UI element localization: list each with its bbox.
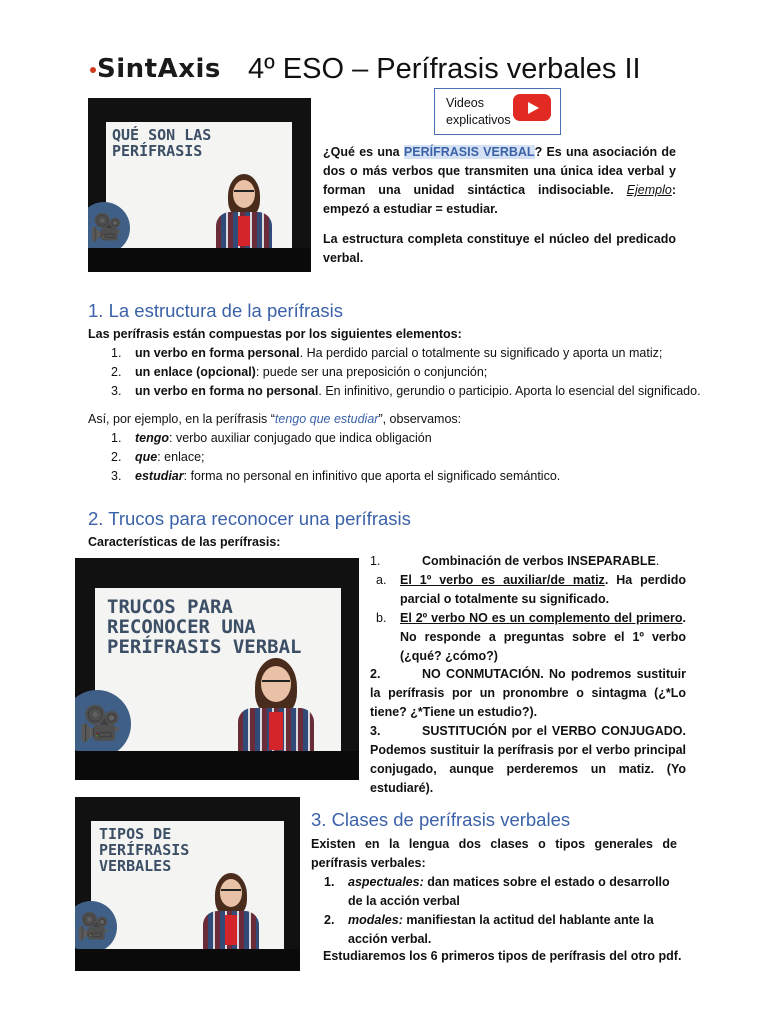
video-camera-icon: 🎥 [79, 704, 122, 744]
video-button-line1: Videos [446, 96, 484, 110]
section2-lead: Características de las perífrasis: [88, 535, 281, 549]
list-item: 1. un verbo en forma personal. Ha perdido parcial o totalmente su significado y aporta un matiz; [111, 346, 663, 360]
logo-dot [90, 67, 96, 73]
example-term: tengo que estudiar [274, 412, 379, 426]
section2-point1a: a. El 1º verbo es auxiliar/de matiz. Ha perdido parcial o totalmente su significado. [376, 573, 686, 606]
thumb-title: QUÉ SON LAS PERÍFRASIS [112, 126, 212, 160]
videos-explicativos-button[interactable] [434, 88, 561, 135]
list-item: 2. modales: manifiestan la actitud del hablante ante la acción verbal. [324, 913, 654, 946]
video-camera-icon: 🎥 [77, 912, 110, 942]
thumb-title: TIPOS DE PERÍFRASIS VERBALES [99, 825, 190, 875]
section1-example-list [111, 429, 711, 486]
intro-structure: La estructura completa constituye el núcleo del predicado verbal. [323, 232, 676, 265]
thumb-title: TRUCOS PARA RECONOCER UNA PERÍFRASIS VERBAL [107, 596, 302, 658]
section3-lead: Existen en la lengua dos clases o tipos generales de perífrasis verbales: [311, 837, 677, 870]
intro-definition: ¿Qué es una PERÍFRASIS VERBAL? Es una asociación de dos o más verbos que transmiten una única idea verbal y forman una unidad sintáctica indisociable. Ejemplo: empezó a estudiar = estudiar. [323, 145, 676, 216]
video-button-line2: explicativos [446, 113, 511, 127]
list-item: 3. un verbo en forma no personal. En infinitivo, gerundio o participio. Aporta lo esencial del significado. [111, 384, 701, 398]
section2-point1: 1. Combinación de verbos INSEPARABLE. [370, 554, 660, 568]
section3-list [324, 873, 677, 949]
video-thumbnail-que-son[interactable] [88, 98, 311, 272]
section1-list [111, 344, 711, 401]
list-item: 2. un enlace (opcional): puede ser una preposición o conjunción; [111, 365, 488, 379]
page-title: 4º ESO – Perífrasis verbales II [248, 53, 641, 85]
ejemplo-label: Ejemplo [626, 183, 672, 197]
video-thumbnail-trucos[interactable] [75, 558, 359, 780]
youtube-icon [513, 94, 551, 121]
sintaxis-logo [90, 52, 230, 86]
section1-lead: Las perífrasis están compuestas por los siguientes elementos: [88, 327, 462, 341]
section2-point2: 2. NO CONMUTACIÓN. No podremos sustituir la perífrasis por un pronombre o sintagma (¿*Lo tiene? ¿*Tiene un estudio?). [370, 667, 686, 719]
list-item: 1. tengo: verbo auxiliar conjugado que indica obligación [111, 431, 432, 445]
video-camera-icon: 🎥 [90, 213, 123, 243]
perifrasis-verbal-term: PERÍFRASIS VERBAL [403, 145, 535, 159]
section2-heading: 2. Trucos para reconocer una perífrasis [88, 508, 411, 529]
section2-point1b: b. El 2º verbo NO es un complemento del primero. No responde a preguntas sobre el 1º verbo (¿qué? ¿cómo?) [376, 611, 686, 663]
list-item: 1. aspectuales: dan matices sobre el estado o desarrollo de la acción verbal [324, 875, 670, 908]
section3-heading: 3. Clases de perífrasis verbales [311, 809, 571, 830]
section2-point3: 3. SUSTITUCIÓN por el VERBO CONJUGADO. Podemos sustituir la perífrasis por el verbo principal conjugado, aunque perderemos un matiz. (Yo estudiaré). [370, 724, 686, 795]
section1-heading: 1. La estructura de la perífrasis [88, 300, 344, 321]
video-thumbnail-tipos[interactable] [75, 797, 300, 971]
section1-example-intro: Así, por ejemplo, en la perífrasis “tengo que estudiar”, observamos: [88, 412, 462, 426]
logo-text: SintAxis [97, 54, 221, 84]
section3-closing: Estudiaremos los 6 primeros tipos de perífrasis del otro pdf. [323, 949, 682, 963]
list-item: 2. que: enlace; [111, 450, 205, 464]
list-item: 3. estudiar: forma no personal en infinitivo que aporta el significado semántico. [111, 469, 561, 483]
